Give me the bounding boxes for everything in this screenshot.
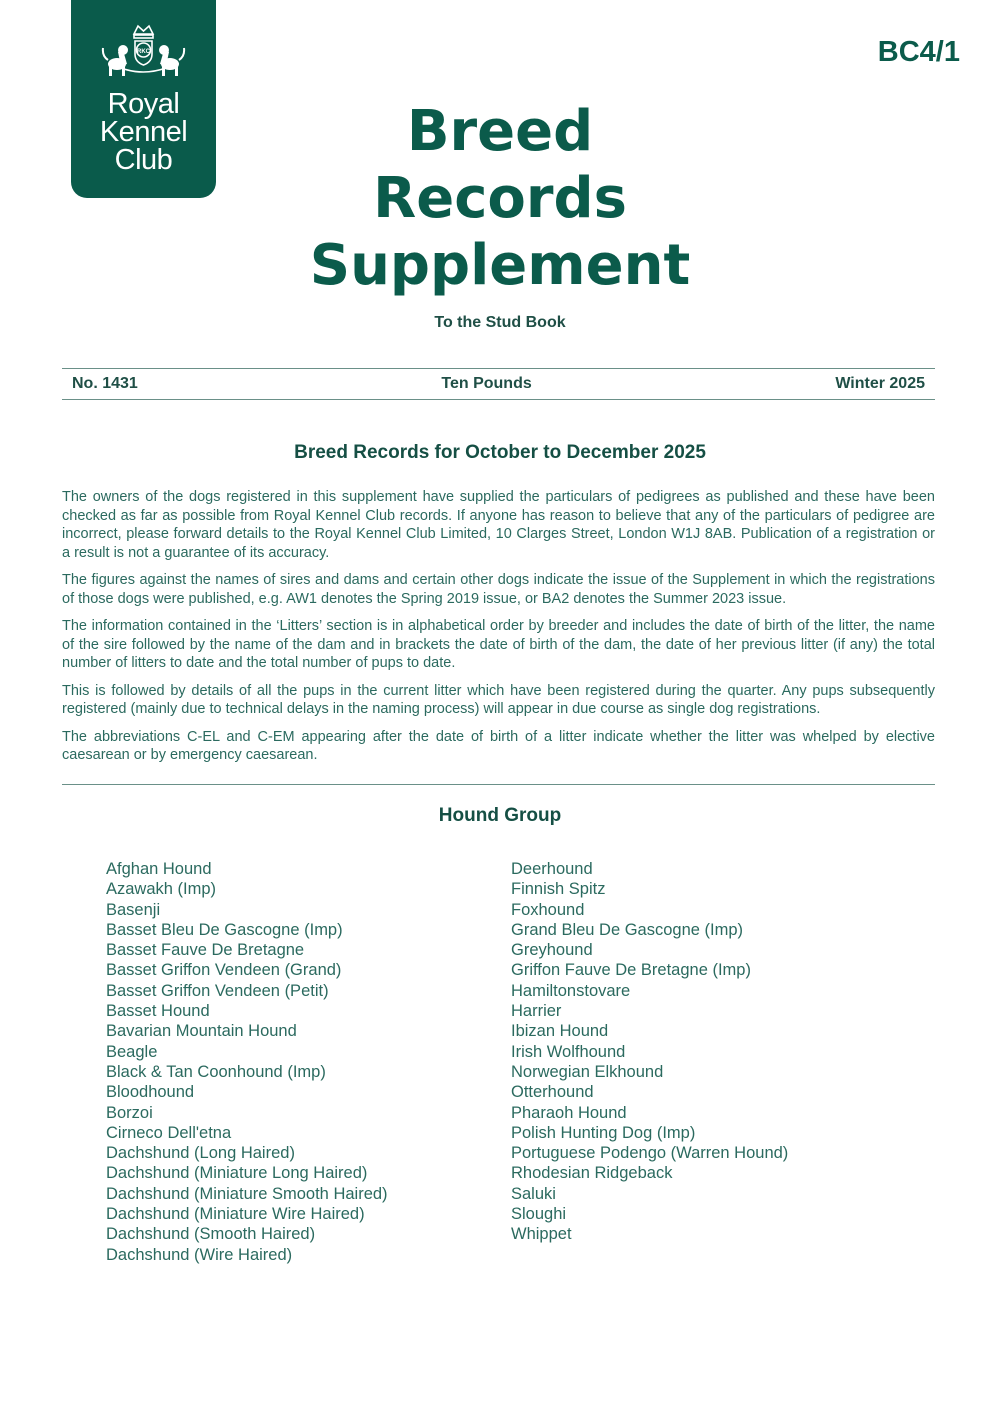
breed-item: Black & Tan Coonhound (Imp) xyxy=(106,1062,326,1081)
breed-item: Basset Fauve De Bretagne xyxy=(106,941,305,960)
page-subtitle: To the Stud Book xyxy=(434,314,566,331)
page-title xyxy=(0,98,1000,299)
breed-item: Basset Bleu De Gascogne (Imp) xyxy=(106,920,343,939)
breed-item: Whippet xyxy=(511,1225,572,1244)
document-code: BC4/1 xyxy=(877,36,960,68)
crest-icon xyxy=(101,20,186,82)
breed-item: Finnish Spitz xyxy=(511,880,606,899)
breed-item: Dachshund (Smooth Haired) xyxy=(106,1225,316,1244)
breed-item: Rhodesian Ridgeback xyxy=(511,1164,673,1183)
breed-item: Dachshund (Wire Haired) xyxy=(106,1245,293,1264)
issue-season: Winter 2025 xyxy=(835,375,925,392)
breed-item: Basset Griffon Vendeen (Petit) xyxy=(106,981,329,1000)
breed-item: Deerhound xyxy=(511,860,593,878)
breed-item: Dachshund (Miniature Smooth Haired) xyxy=(106,1184,388,1203)
intro-paragraph: The owners of the dogs registered in this supplement have supplied the particulars of pedigrees as published and these have been checked as far as possible from Royal Kennel Club records. If anyone has reason to believe that any of the particulars of pedigree are incorrect, please forward details to the Royal Kennel Club Limited, 10 Clarges Street, London W1J 8AB. Publication of a registration or a result is not a guarantee of its accuracy. xyxy=(62,489,935,561)
breed-item: Borzoi xyxy=(106,1103,153,1122)
intro-paragraph: The information contained in the ‘Litters’ section is in alphabetical order by breeder and includes the date of birth of the litter, the name of the sire followed by the name of the dam and in brackets the date of birth of the dam, the date of her previous litter (if any) the total number of litters to date and the total number of pups to date. xyxy=(62,618,935,671)
intro-paragraph: The abbreviations C-EL and C-EM appearing after the date of birth of a litter indicate whether the litter was whelped by elective caesarean or by emergency caesarean. xyxy=(62,728,935,763)
breed-item: Cirneco Dell'etna xyxy=(106,1123,232,1142)
breed-item: Greyhound xyxy=(511,941,593,960)
logo-wordmark: Royal Kennel Club xyxy=(99,88,188,176)
intro-paragraph: The figures against the names of sires and dams and certain other dogs indicate the issue of the Supplement in which the registrations of those dogs were published, e.g. AW1 denotes the Spring 2019 issue, or BA2 denotes the Summer 2023 issue. xyxy=(62,572,935,607)
issue-info-bar xyxy=(62,368,935,400)
breed-item: Foxhound xyxy=(511,900,585,919)
breed-item: Portuguese Podengo (Warren Hound) xyxy=(511,1144,789,1163)
intro-text xyxy=(62,488,935,774)
svg-text:RKC: RKC xyxy=(137,49,150,55)
breed-item: Basset Griffon Vendeen (Grand) xyxy=(106,961,342,980)
breed-item: Dachshund (Miniature Wire Haired) xyxy=(106,1205,365,1224)
breed-item: Polish Hunting Dog (Imp) xyxy=(511,1123,696,1142)
breed-item: Sloughi xyxy=(511,1205,567,1224)
breed-item: Beagle xyxy=(106,1042,158,1061)
section-divider xyxy=(62,784,935,785)
breed-item: Saluki xyxy=(511,1184,556,1203)
breed-item: Hamiltonstovare xyxy=(511,981,631,1000)
breed-item: Basset Hound xyxy=(106,1002,210,1021)
breed-item: Ibizan Hound xyxy=(511,1022,609,1041)
group-heading: Hound Group xyxy=(438,805,562,826)
issue-price: Ten Pounds xyxy=(441,375,532,392)
breed-list-left xyxy=(106,859,388,1265)
breed-item: Otterhound xyxy=(511,1083,594,1102)
records-heading: Breed Records for October to December 2025 xyxy=(294,442,706,463)
breed-list-right xyxy=(511,859,788,1245)
breed-item: Dachshund (Miniature Long Haired) xyxy=(106,1164,368,1183)
title-text: Breed Records Supplement xyxy=(309,99,691,298)
breed-item: Norwegian Elkhound xyxy=(511,1062,664,1081)
breed-item: Harrier xyxy=(511,1002,562,1021)
breed-item: Griffon Fauve De Bretagne (Imp) xyxy=(511,961,751,980)
breed-item: Irish Wolfhound xyxy=(511,1042,626,1061)
breed-item: Bloodhound xyxy=(106,1083,195,1102)
breed-item: Pharaoh Hound xyxy=(511,1103,627,1122)
intro-paragraph: This is followed by details of all the pups in the current litter which have been registered during the quarter. Any pups subsequently registered (mainly due to technical delays in the naming process) will appear in due course as single dog registrations. xyxy=(62,682,935,717)
breed-item: Grand Bleu De Gascogne (Imp) xyxy=(511,920,744,939)
breed-item: Azawakh (Imp) xyxy=(106,880,217,899)
breed-item: Bavarian Mountain Hound xyxy=(106,1022,297,1041)
breed-item: Afghan Hound xyxy=(106,860,212,878)
breed-item: Basenji xyxy=(106,900,161,919)
issue-number: No. 1431 xyxy=(72,375,138,392)
breed-item: Dachshund (Long Haired) xyxy=(106,1144,295,1163)
